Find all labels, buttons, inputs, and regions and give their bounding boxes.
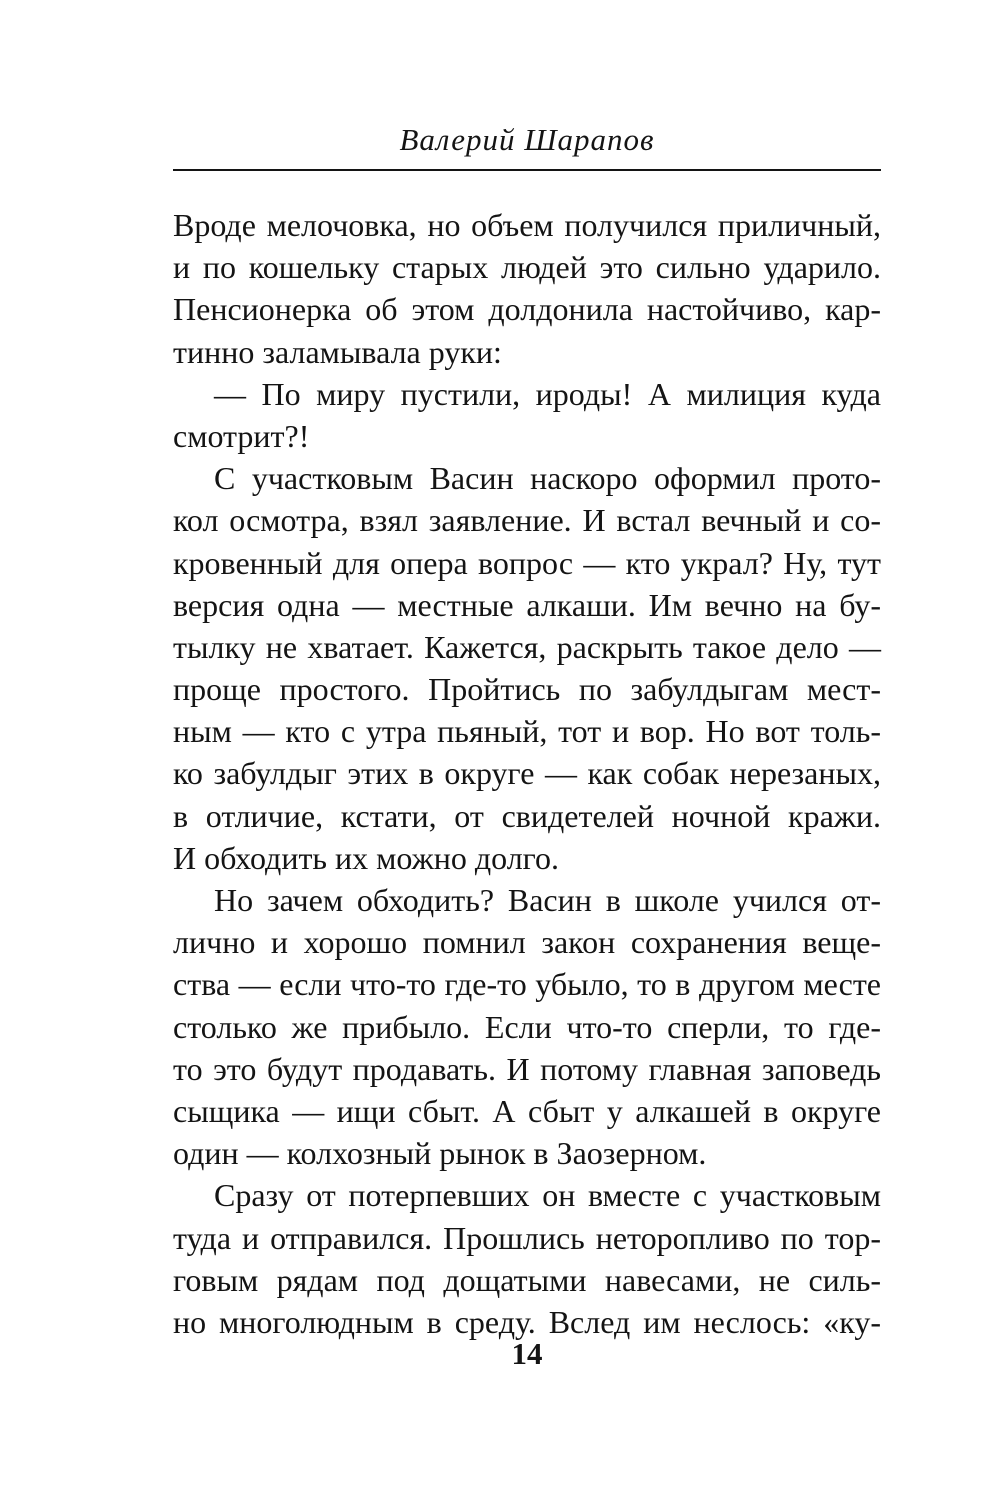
text-line: то это будут продавать. И потому главная заповедь	[173, 1050, 881, 1087]
text-line: один — колхозный рынок в Заозерном.	[173, 1135, 707, 1172]
text-line: Сразу от потерпевших он вместе с участковым	[214, 1177, 881, 1214]
text-line: и по кошельку старых людей это сильно ударило.	[173, 249, 881, 286]
text-line: туда и отправился. Прошлись неторопливо по тор-	[173, 1219, 881, 1256]
text-line: смотрит?!	[173, 417, 310, 454]
text-line: Вроде мелочовка, но объем получился приличный,	[173, 207, 881, 243]
text-line: лично и хорошо помнил закон сохранения веще-	[173, 924, 881, 961]
text-line: говым рядам под дощатыми навесами, не силь-	[173, 1261, 881, 1298]
text-line: проще простого. Пройтись по забулдыгам мест-	[173, 671, 881, 708]
text-line: — По миру пустили, ироды! А милиция куда	[214, 375, 881, 412]
text-line: И обходить их можно долго.	[173, 839, 559, 876]
text-line: кол осмотра, взял заявление. И встал вечный и со-	[173, 502, 881, 539]
page-number: 14	[511, 1336, 543, 1371]
text-line: но многолюдным в среду. Вслед им неслось: «ку-	[173, 1303, 881, 1340]
text-line: Пенсионерка об этом долдонила настойчиво, кар-	[173, 291, 881, 328]
text-line: С участковым Васин наскоро оформил прото-	[214, 460, 881, 497]
body-text	[173, 204, 881, 1343]
text-line: Но зачем обходить? Васин в школе учился от-	[214, 882, 881, 918]
text-line: тылку не хватает. Кажется, раскрыть такое дело —	[173, 628, 881, 665]
header-rule	[173, 169, 881, 171]
text-line: версия одна — местные алкаши. Им вечно на бу-	[173, 586, 881, 623]
text-line: ства — если что-то где-то убыло, то в другом месте	[173, 966, 881, 1003]
text-line: ным — кто с утра пьяный, тот и вор. Но вот толь-	[173, 713, 881, 750]
text-line: тинно заламывала руки:	[173, 333, 502, 370]
text-line: ко забулдыг этих в округе — как собак нерезаных,	[173, 755, 881, 792]
text-line: кровенный для опера вопрос — кто украл? Ну, тут	[173, 544, 881, 581]
running-head-author: Валерий Шарапов	[399, 122, 655, 157]
text-line: столько же прибыло. Если что-то сперли, то где-	[173, 1008, 881, 1045]
text-line: в отличие, кстати, от свидетелей ночной кражи.	[173, 797, 881, 834]
text-line: сыщика — ищи сбыт. А сбыт у алкашей в округе	[173, 1092, 881, 1129]
